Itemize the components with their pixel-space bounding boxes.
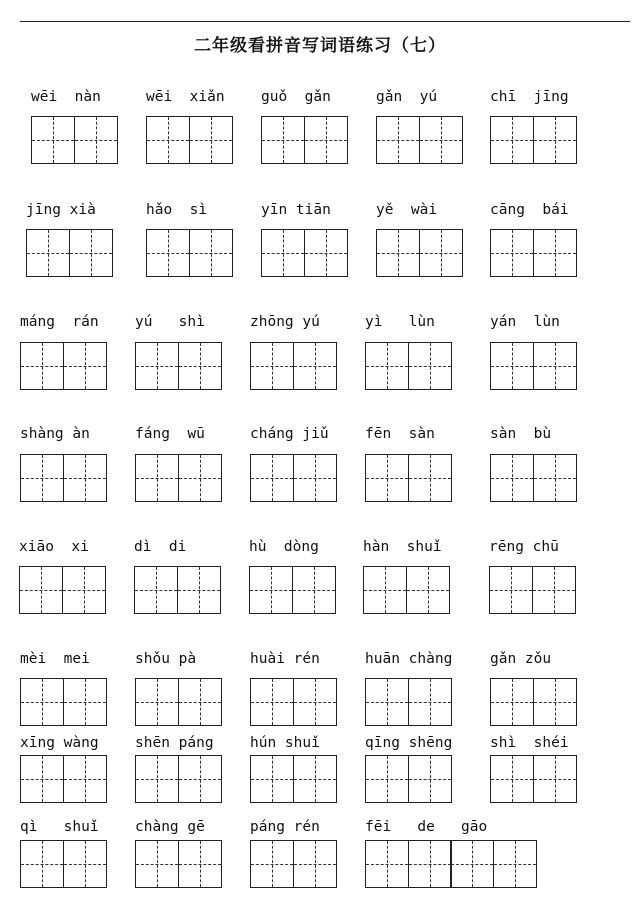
- tianzige-boxes: [261, 116, 346, 164]
- writing-cell[interactable]: [261, 229, 305, 277]
- writing-cell[interactable]: [74, 116, 118, 164]
- writing-cell[interactable]: [376, 116, 420, 164]
- pinyin-label: gǎn yú: [376, 89, 438, 105]
- writing-cell[interactable]: [293, 678, 337, 726]
- pinyin-label: yán lùn: [490, 314, 560, 330]
- writing-cell[interactable]: [293, 840, 337, 888]
- writing-cell[interactable]: [489, 566, 533, 614]
- pinyin-label: xīng wàng: [20, 735, 99, 751]
- pinyin-label: gǎn zǒu: [490, 651, 552, 667]
- writing-cell[interactable]: [69, 229, 113, 277]
- writing-cell[interactable]: [450, 840, 494, 888]
- tianzige-boxes: [490, 454, 575, 502]
- writing-cell[interactable]: [135, 755, 179, 803]
- tianzige-boxes: [134, 566, 219, 614]
- writing-cell[interactable]: [20, 342, 64, 390]
- writing-cell[interactable]: [62, 566, 106, 614]
- writing-cell[interactable]: [365, 342, 409, 390]
- writing-cell[interactable]: [20, 454, 64, 502]
- writing-cell[interactable]: [408, 454, 452, 502]
- pinyin-label: chàng gē: [135, 819, 205, 835]
- writing-cell[interactable]: [533, 116, 577, 164]
- writing-cell[interactable]: [365, 840, 409, 888]
- pinyin-label: chī jīng: [490, 89, 569, 105]
- writing-cell[interactable]: [376, 229, 420, 277]
- writing-cell[interactable]: [135, 678, 179, 726]
- writing-cell[interactable]: [408, 755, 452, 803]
- writing-cell[interactable]: [363, 566, 407, 614]
- writing-cell[interactable]: [365, 755, 409, 803]
- writing-cell[interactable]: [63, 454, 107, 502]
- writing-cell[interactable]: [533, 678, 577, 726]
- tianzige-boxes: [365, 755, 450, 803]
- writing-cell[interactable]: [189, 229, 233, 277]
- pinyin-label: yú shì: [135, 314, 205, 330]
- pinyin-label: hǎo sì: [146, 202, 208, 218]
- tianzige-boxes: [490, 755, 575, 803]
- writing-cell[interactable]: [20, 755, 64, 803]
- tianzige-boxes: [363, 566, 448, 614]
- tianzige-boxes: [20, 755, 105, 803]
- writing-cell[interactable]: [365, 454, 409, 502]
- tianzige-boxes: [490, 342, 575, 390]
- tianzige-boxes: [19, 566, 104, 614]
- writing-cell[interactable]: [250, 755, 294, 803]
- writing-cell[interactable]: [365, 678, 409, 726]
- tianzige-boxes: [250, 678, 335, 726]
- pinyin-label: wēi xiǎn: [146, 89, 225, 105]
- writing-cell[interactable]: [533, 342, 577, 390]
- writing-cell[interactable]: [178, 755, 222, 803]
- writing-cell[interactable]: [134, 566, 178, 614]
- tianzige-boxes: [490, 116, 575, 164]
- tianzige-boxes: [31, 116, 116, 164]
- pinyin-label: rēng chū: [489, 539, 559, 555]
- writing-cell[interactable]: [63, 840, 107, 888]
- writing-cell[interactable]: [63, 342, 107, 390]
- pinyin-label: máng rán: [20, 314, 99, 330]
- writing-cell[interactable]: [63, 678, 107, 726]
- tianzige-boxes: [20, 342, 105, 390]
- tianzige-boxes: [261, 229, 346, 277]
- writing-cell[interactable]: [135, 840, 179, 888]
- writing-cell[interactable]: [250, 678, 294, 726]
- pinyin-label: hún shuǐ: [250, 735, 320, 751]
- writing-cell[interactable]: [533, 454, 577, 502]
- tianzige-boxes: [146, 229, 231, 277]
- tianzige-boxes: [376, 116, 461, 164]
- tianzige-boxes: [135, 840, 220, 888]
- tianzige-boxes: [135, 454, 220, 502]
- tianzige-boxes: [250, 454, 335, 502]
- pinyin-label: shēn páng: [135, 735, 214, 751]
- writing-cell[interactable]: [26, 229, 70, 277]
- writing-cell[interactable]: [490, 755, 534, 803]
- writing-cell[interactable]: [293, 342, 337, 390]
- pinyin-label: wēi nàn: [31, 89, 101, 105]
- pinyin-label: guǒ gǎn: [261, 89, 331, 105]
- pinyin-label: dì di: [134, 539, 187, 555]
- writing-cell[interactable]: [490, 678, 534, 726]
- pinyin-label: fēi de gāo: [365, 819, 488, 835]
- writing-cell[interactable]: [20, 678, 64, 726]
- pinyin-label: xiāo xi: [19, 539, 89, 555]
- tianzige-boxes: [489, 566, 574, 614]
- writing-cell[interactable]: [490, 116, 534, 164]
- tianzige-boxes: [365, 840, 536, 888]
- writing-cell[interactable]: [304, 229, 348, 277]
- writing-cell[interactable]: [178, 454, 222, 502]
- pinyin-label: mèi mei: [20, 651, 90, 667]
- tianzige-boxes: [250, 840, 335, 888]
- writing-cell[interactable]: [293, 454, 337, 502]
- writing-cell[interactable]: [408, 678, 452, 726]
- tianzige-boxes: [135, 678, 220, 726]
- pinyin-label: sàn bù: [490, 426, 552, 442]
- pinyin-label: qì shuǐ: [20, 819, 99, 835]
- writing-cell[interactable]: [532, 566, 576, 614]
- pinyin-label: fáng wū: [135, 426, 205, 442]
- pinyin-label: shàng àn: [20, 426, 90, 442]
- pinyin-label: páng rén: [250, 819, 320, 835]
- writing-cell[interactable]: [249, 566, 293, 614]
- pinyin-label: yì lùn: [365, 314, 435, 330]
- writing-cell[interactable]: [419, 229, 463, 277]
- writing-cell[interactable]: [293, 755, 337, 803]
- tianzige-boxes: [20, 840, 105, 888]
- pinyin-label: huài rén: [250, 651, 320, 667]
- pinyin-label: cāng bái: [490, 202, 569, 218]
- pinyin-label: zhōng yú: [250, 314, 320, 330]
- tianzige-boxes: [376, 229, 461, 277]
- tianzige-boxes: [365, 342, 450, 390]
- pinyin-label: shì shéi: [490, 735, 569, 751]
- tianzige-boxes: [249, 566, 334, 614]
- writing-cell[interactable]: [135, 342, 179, 390]
- writing-cell[interactable]: [20, 840, 64, 888]
- writing-cell[interactable]: [135, 454, 179, 502]
- tianzige-boxes: [250, 755, 335, 803]
- writing-cell[interactable]: [178, 342, 222, 390]
- pinyin-label: yīn tiān: [261, 202, 331, 218]
- writing-cell[interactable]: [250, 454, 294, 502]
- writing-cell[interactable]: [250, 840, 294, 888]
- tianzige-boxes: [135, 342, 220, 390]
- writing-cell[interactable]: [490, 229, 534, 277]
- pinyin-label: cháng jiǔ: [250, 426, 329, 442]
- worksheet-title: 二年级看拼音写词语练习（七）: [194, 36, 446, 56]
- tianzige-boxes: [490, 678, 575, 726]
- pinyin-label: yě wài: [376, 202, 438, 218]
- writing-cell[interactable]: [406, 566, 450, 614]
- writing-cell[interactable]: [490, 454, 534, 502]
- writing-cell[interactable]: [250, 342, 294, 390]
- top-rule: [20, 21, 630, 22]
- writing-cell[interactable]: [408, 840, 452, 888]
- writing-cell[interactable]: [177, 566, 221, 614]
- writing-cell[interactable]: [493, 840, 537, 888]
- pinyin-label: fēn sàn: [365, 426, 435, 442]
- tianzige-boxes: [146, 116, 231, 164]
- writing-cell[interactable]: [178, 840, 222, 888]
- writing-cell[interactable]: [533, 229, 577, 277]
- pinyin-label: hù dòng: [249, 539, 319, 555]
- tianzige-boxes: [365, 454, 450, 502]
- pinyin-label: hàn shuǐ: [363, 539, 442, 555]
- pinyin-label: qīng shēng: [365, 735, 453, 751]
- pinyin-label: shǒu pà: [135, 651, 197, 667]
- writing-cell[interactable]: [490, 342, 534, 390]
- writing-cell[interactable]: [146, 229, 190, 277]
- tianzige-boxes: [26, 229, 111, 277]
- writing-cell[interactable]: [63, 755, 107, 803]
- tianzige-boxes: [20, 454, 105, 502]
- writing-cell[interactable]: [419, 116, 463, 164]
- tianzige-boxes: [365, 678, 450, 726]
- pinyin-label: huān chàng: [365, 651, 453, 667]
- writing-cell[interactable]: [304, 116, 348, 164]
- tianzige-boxes: [250, 342, 335, 390]
- tianzige-boxes: [490, 229, 575, 277]
- writing-cell[interactable]: [533, 755, 577, 803]
- writing-cell[interactable]: [146, 116, 190, 164]
- tianzige-boxes: [135, 755, 220, 803]
- writing-cell[interactable]: [178, 678, 222, 726]
- writing-cell[interactable]: [261, 116, 305, 164]
- writing-cell[interactable]: [189, 116, 233, 164]
- writing-cell[interactable]: [292, 566, 336, 614]
- writing-cell[interactable]: [408, 342, 452, 390]
- writing-cell[interactable]: [19, 566, 63, 614]
- pinyin-label: jīng xià: [26, 202, 96, 218]
- writing-cell[interactable]: [31, 116, 75, 164]
- tianzige-boxes: [20, 678, 105, 726]
